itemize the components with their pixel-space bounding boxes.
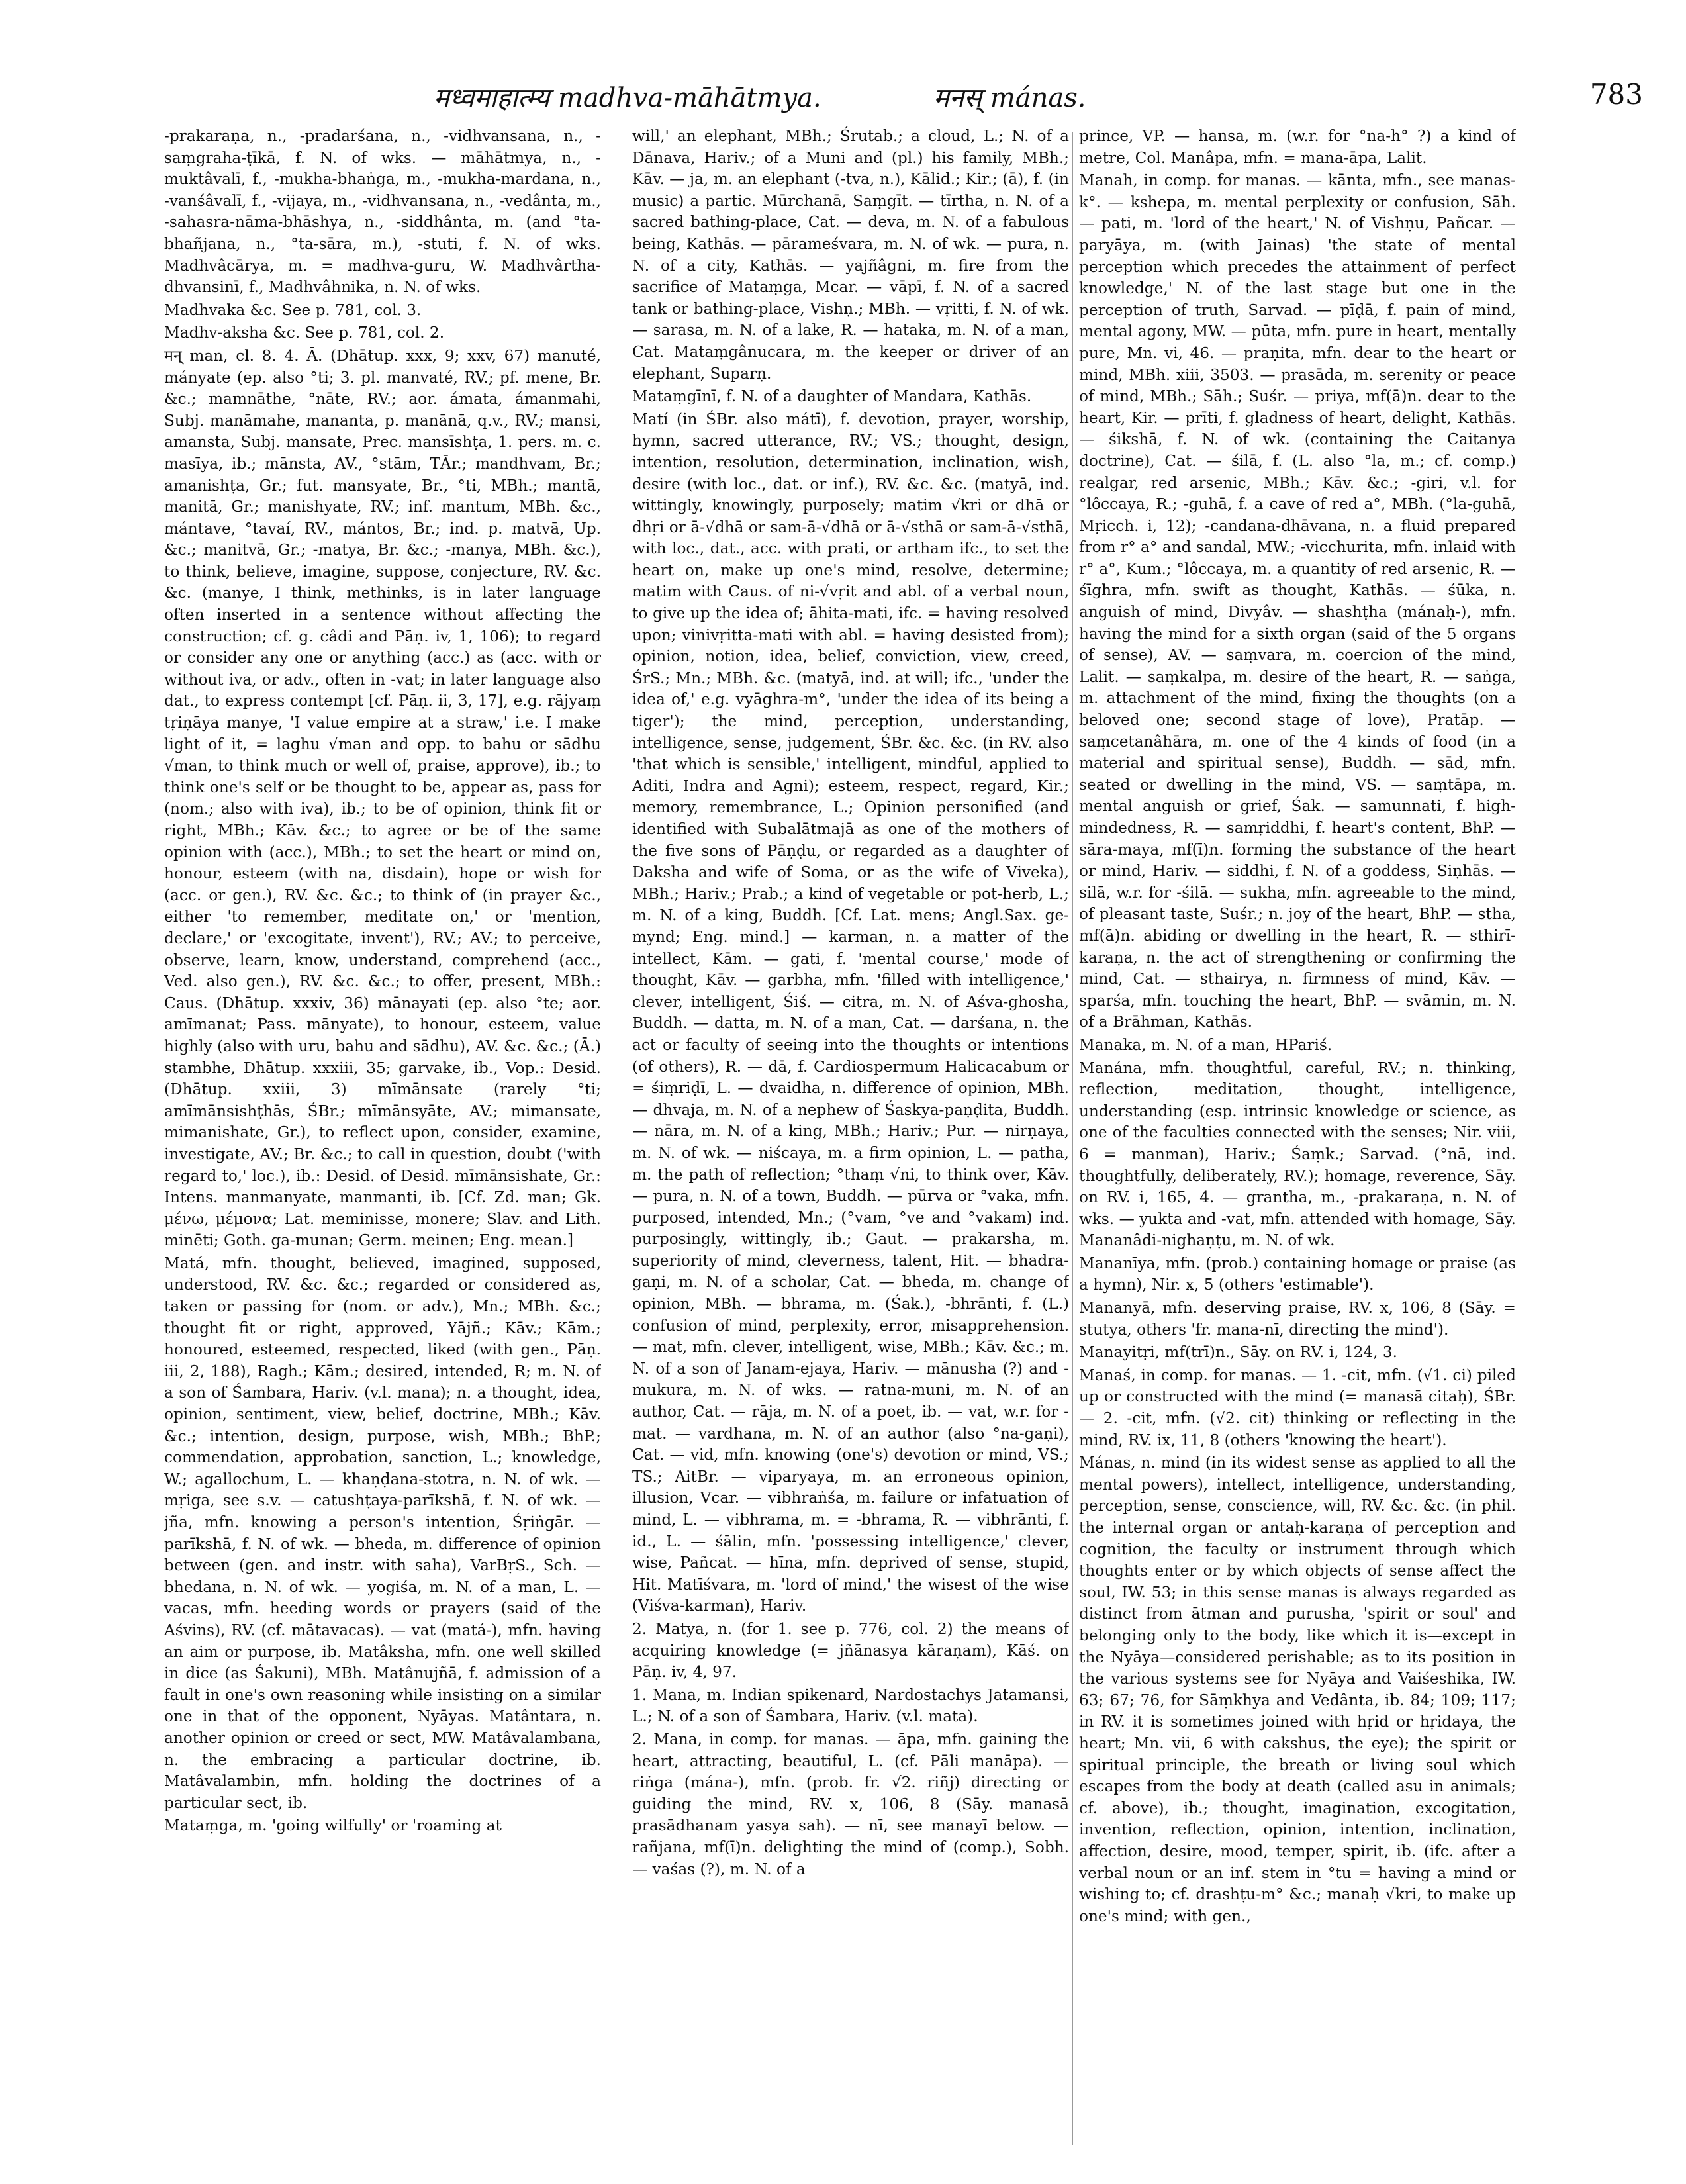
column-divider [1072, 132, 1073, 2145]
entry-paragraph: Matá, mfn. thought, believed, imagined, supposed, understood, RV. &c. &c.; regarded or considered as, taken or passing for (nom. or adv.), Mn.; MBh. &c.; thought fit or right, approved, Yājñ.; Kāv.; Kām.; honoured, esteemed, respected, liked (with gen., Pāṇ. iii, 2, 188), Ragh.; Kām.; desired, intended, R; m. N. of a son of Śambara, Hariv. (v.l. mana); n. a thought, idea, opinion, sentiment, view, belief, doctrine, MBh.; Kāv. &c.; intention, design, purpose, wish, MBh.; BhP.; commendation, approbation, sanction, L.; knowledge, W.; agallochum, L. — khaṇḍana-stotra, n. N. of wk. — mṛiga, see s.v. — catushṭaya-parīkshā, f. N. of wk. — jña, mfn. knowing a person's intention, Śṛiṅgār. — parīkshā, f. N. of wk. — bheda, m. difference of opinion between (gen. and instr. with saha), VarBṛS., Sch. — bhedana, n. N. of wk. — yogiśa, m. N. of a man, L. — vacas, mfn. heeding words or prayers (said of the Aśvins), RV. (cf. mātavacas). — vat (matá-), mfn. having an aim or purpose, ib. Matâksha, mfn. one well skilled in dice (as Śakuni), MBh. Matânujñā, f. admission of a fault in one's own reasoning while insisting on a similar one in that of the opponent, Nyāyas. Matântara, n. another opinion or creed or sect, MW. Matâvalambana, n. the embracing a particular doctrine, ib. Matâvalambin, mfn. holding the doctrines of a particular sect, ib. [164, 1254, 601, 1812]
entry-paragraph: Manána, mfn. thoughtful, careful, RV.; n. thinking, reflection, meditation, thought, intelligence, understanding (esp. intrinsic knowledge or science, as one of the faculties connected with the senses; Nir. viii, 6 = manman), Hariv.; Śaṃk.; Sarvad. (°nā, ind. thoughtfully, deliberately, RV.); homage, reverence, Sāy. on RV. i, 165, 4. — grantha, m., -prakaraṇa, n. N. of wks. — yukta and -vat, mfn. attended with homage, Sāy. Mananâdi-nighaṇṭu, m. N. of wk. [1079, 1059, 1516, 1250]
text-column-3 [1079, 126, 1516, 2152]
header-left-title: मध्वमाहात्म्य madhva-māhātmya. [434, 83, 821, 113]
entry-paragraph: Manayitṛi, mf(trī)n., Sāy. on RV. i, 124, 3. [1079, 1343, 1398, 1362]
entry-paragraph: will,' an elephant, MBh.; Śrutab.; a cloud, L.; N. of a Dānava, Hariv.; of a Muni and (pl.) his family, MBh.; Kāv. — ja, m. an elephant (-tva, n.), Kālid.; Kir.; (ā), f. (in music) a partic. Mūrchanā, Saṃgīt. — tīrtha, n. N. of a sacred bathing-place, Cat. — deva, m. N. of a fabulous being, Kathās. — pārameśvara, m. N. of wk. — pura, n. N. of a city, Kathās. — yajñâgni, m. fire from the sacrifice of Mataṃga, Mcar. — vāpī, f. N. of a sacred tank or bathing-place, Vishṇ.; MBh. — vṛitti, f. N. of wk. — sarasa, m. N. of a lake, R. — hataka, m. N. of a man, Cat. Mataṃgânucara, m. the keeper or driver of an elephant, Suparṇ. [632, 127, 1069, 383]
entry-paragraph: -prakaraṇa, n., -pradarśana, n., -vidhvansana, n., -saṃgraha-ṭīkā, f. N. of wks. — māhātmya, n., -muktâvalī, f., -mukha-bhaṅga, m., -mukha-mardana, n., -vanśâvalī, f., -vijaya, m., -vidhvansana, n., -vedânta, m., -sahasra-nāma-bhāshya, n., -siddhânta, m. (and °ta-bhañjana, n., °ta-sāra, m.), -stuti, f. N. of wks. Madhvâcārya, m. = madhva-guru, W. Madhvârtha-dhvansinī, f., Madhvâhnika, n. N. of wks. [164, 127, 601, 297]
entry-paragraph: Mánas, n. mind (in its widest sense as applied to all the mental powers), intellect, intelligence, understanding, perception, sense, conscience, will, RV. &c. &c. (in phil. the internal organ or antaḥ-karaṇa of perception and cognition, the faculty or instrument through which thoughts enter or by which objects of sense affect the soul, IW. 53; in this sense manas is always regarded as distinct from ātman and purusha, 'spirit or soul' and belonging only to the body, like which it is—except in the Nyāya—considered perishable; as to its position in the various systems see for Nyāya and Vaiśeshika, IW. 63; 67; 76, for Sāṃkhya and Vedânta, ib. 84; 109; 117; in RV. it is sometimes joined with hṛid or hṛidaya, the heart; Mn. vii, 6 with cakshus, the eye); the spirit or spiritual principle, the breath or living soul which escapes from the body at death (called asu in animals; cf. above), ib.; thought, imagination, excogitation, invention, reflection, opinion, intention, inclination, affection, desire, mood, temper, spirit, ib. (ifc. after a verbal noun or an inf. stem in °tu = having a mind or wishing to; cf. drashṭu-m° &c.; manaḥ √kri, to make up one's mind; with gen., [1079, 1454, 1516, 1925]
entry-paragraph: Manaka, m. N. of a man, HPariś. [1079, 1035, 1333, 1054]
entry-paragraph: Manah, in comp. for manas. — kānta, mfn., see manas-k°. — kshepa, m. mental perplexity or confusion, Sāh. — pati, m. 'lord of the heart,' N. of Vishṇu, Pañcar. — paryāya, m. (with Jainas) 'the state of mental perception which precedes the attainment of perfect knowledge,' N. of the last stage but one in the perception of truth, Sarvad. — pīḍā, f. pain of mind, mental agony, MW. — pūta, mfn. pure in heart, mentally pure, Mn. vi, 46. — praṇita, mfn. dear to the heart or mind, MBh. xiii, 3503. — prasāda, m. serenity or peace of mind, MBh.; Sāh.; Suśr. — priya, mf(ā)n. dear to the heart, Kir. — prīti, f. gladness of heart, delight, Kathās. — śikshā, f. N. of wk. (containing the Caitanya doctrine), Cat. — śilā, f. (L. also °la, m.; cf. comp.) realgar, red arsenic, MBh.; Kāv. &c.; -giri, v.l. for °lôccaya, R.; -guhā, f. a cave of red a°, MBh. (°la-guhā, Mṛicch. i, 12); -candana-dhāvana, n. a fluid prepared from r° a° and sandal, MW.; -vicchurita, mfn. inlaid with r° a°, Kum.; °lôccaya, m. a quantity of red arsenic, R. — śīghra, mfn. swift as thought, Kathās. — śūka, n. anguish of mind, Divyâv. — shashṭha (mánaḥ-), mfn. having the mind for a sixth organ (said of the 5 organs of sense), AV. — saṃvara, m. coercion of the mind, Lalit. — saṃkalpa, m. desire of the heart, R. — saṅga, m. attachment of the mind, fixing the thoughts (on a beloved one; second stage of love), Pratāp. — saṃcetanâhāra, m. one of the 4 kinds of food (in a material and spiritual sense), Buddh. — sād, mfn. seated or dwelling in the mind, VS. — saṃtāpa, m. mental anguish or grief, Śak. — samunnati, f. high-mindedness, R. — samṛiddhi, f. heart's content, BhP. — sāra-maya, mf(ī)n. forming the substance of the heart or mind, Hariv. — siddhi, f. N. of a goddess, Siṇhās. — silā, w.r. for -śilā. — sukha, mfn. agreeable to the mind, of pleasant taste, Suśr.; n. joy of the heart, BhP. — stha, mf(ā)n. abiding or dwelling in the heart, R. — sthirī-karaṇa, n. the act of strengthening or confirming the mind, Cat. — sthairya, n. firmness of mind, Kāv. — sparśa, mfn. touching the heart, BhP. — svāmin, m. N. of a Brāhman, Kathās. [1079, 171, 1516, 1031]
entry-paragraph: Madhv-aksha &c. See p. 781, col. 2. [164, 324, 445, 342]
entry-paragraph: 1. Mana, m. Indian spikenard, Nardostachys Jatamansi, L.; N. of a son of Śambara, Hariv. (v.l. mata). [632, 1685, 1069, 1726]
entry-paragraph: Mataṃga, m. 'going wilfully' or 'roaming at [164, 1817, 502, 1835]
entry-paragraph: 2. Matya, n. (for 1. see p. 776, col. 2) the means of acquiring knowledge (= jñānasya kāraṇam), Kāś. on Pāṇ. iv, 4, 97. [632, 1619, 1069, 1682]
entry-paragraph: 2. Mana, in comp. for manas. — āpa, mfn. gaining the heart, attracting, beautiful, L. (cf. Pāli manāpa). — riṅga (mána-), mfn. (prob. fr. √2. riñj) directing or guiding the mind, RV. x, 106, 8 (Sāy. manasā prasādhanam yasya sah). — nī, see manayī below. — rañjana, mf(ī)n. delighting the mind of (comp.), Sobh. — vaśas (?), m. N. of a [632, 1730, 1069, 1878]
text-column-2 [632, 126, 1069, 2152]
entry-paragraph: Matí (in ŚBr. also mátī), f. devotion, prayer, worship, hymn, sacred utterance, RV.; VS.; thought, design, intention, resolution, determination, inclination, wish, desire (with loc., dat. or inf.), RV. &c. &c. (matyā, ind. wittingly, knowingly, purposely; matim √kri or dhā or dhṛi or ā-√dhā or sam-ā-√dhā or ā-√sthā or sam-ā-√sthā, with loc., dat., acc. with prati, or artham ifc., to set the heart on, make up one's mind, resolve, determine; matim with Caus. of ni-√vṛit and abl. of a verbal noun, to give up the idea of; āhita-mati, ifc. = having resolved upon; vinivṛitta-mati with abl. = having desisted from); opinion, notion, idea, belief, conviction, view, creed, ŚrS.; Mn.; MBh. &c. (matyā, ind. at will; ifc., 'under the idea of,' e.g. vyāghra-m°, 'under the idea of its being a tiger'); the mind, perception, understanding, intelligence, sense, judgement, ŚBr. &c. &c. (in RV. also 'that which is sensible,' intelligent, mindful, applied to Aditi, Indra and Agni); esteem, respect, regard, Kir.; memory, remembrance, L.; Opinion personified (and identified with Subalātmajā as one of the mothers of the five sons of Pāṇḍu, or regarded as a daughter of Daksha and wife of Soma, or as the wife of Viveka), MBh.; Hariv.; Prab.; a kind of vegetable or pot-herb, L.; m. N. of a king, Buddh. [Cf. Lat. mens; Angl.Sax. ge-mynd; Eng. mind.] — karman, n. a matter of the intellect, Kām. — gati, f. 'mental course,' mode of thought, Kāv. — garbha, mfn. 'filled with intelligence,' clever, intelligent, Śiś. — citra, m. N. of Aśva-ghosha, Buddh. — datta, m. N. of a man, Cat. — darśana, n. the act or faculty of seeing into the thoughts or intentions (of others), R. — dā, f. Cardiospermum Halicacabum or = śiṃriḍī, L. — dvaidha, n. difference of opinion, MBh. — dhvaja, m. N. of a nephew of Śaskya-paṇḍita, Buddh. — nāra, m. N. of a king, MBh.; Hariv.; Pur. — nirṇaya, m. N. of wk. — niścaya, m. a firm opinion, L. — patha, m. the path of reflection; °thaṃ √ni, to think over, Kāv. — pura, n. N. of a town, Buddh. — pūrva or °vaka, mfn. purposed, intended, Mn.; (°vam, °ve and °vakam) ind. purposingly, wittingly, ib.; Gaut. — prakarsha, m. superiority of mind, cleverness, talent, Hit. — bhadra-gaṇi, m. N. of a scholar, Cat. — bheda, m. change of opinion, MBh. — bhrama, m. (Śak.), -bhrānti, f. (L.) confusion of mind, perplexity, error, misapprehension. — mat, mfn. clever, intelligent, wise, MBh.; Kāv. &c.; m. N. of a son of Janam-ejaya, Hariv. — mānusha (?) and -mukura, m. N. of wks. — ratna-muni, m. N. of an author, Cat. — rāja, m. N. of a poet, ib. — vat, w.r. for -mat. — vardhana, m. N. of an author (also °na-gaṇi), Cat. — vid, mfn. knowing (one's) devotion or mind, VS.; TS.; AitBr. — viparyaya, m. an erroneous opinion, illusion, Vcar. — vibhraṅśa, m. failure or infatuation of mind, L. — vibhrama, m. = -bhrama, R. — vibhrānti, f. id., L. — śālin, mfn. 'possessing intelligence,' clever, wise, Pañcat. — hīna, mfn. deprived of sense, stupid, Hit. Matīśvara, m. 'lord of mind,' the wisest of the wise (Viśva-karman), Hariv. [632, 410, 1069, 1615]
text-column-1 [164, 126, 601, 2152]
entry-paragraph: मन् man, cl. 8. 4. Ā. (Dhātup. xxx, 9; xxv, 67) manuté, mányate (ep. also °ti; 3. pl. manvaté, RV.; pf. mene, Br. &c.; mamnāthe, °nāte, RV.; aor. ámata, ámanmahi, Subj. manāmahe, mananta, p. manānā, q.v., RV.; mansi, amansta, Subj. mansate, Prec. mansīshṭa, 1. pers. m. c. masīya, ib.; mānsta, AV., °stām, TĀr.; mandhvam, Br.; amanishṭa, Gr.; fut. mansyate, Br., °ti, MBh.; mantā, manitā, Gr.; manishyate, RV.; inf. mantum, MBh. &c., mántave, °tavaí, RV., mántos, Br.; ind. p. matvā, Up. &c.; manitvā, Gr.; -matya, Br. &c.; -manya, MBh. &c.), to think, believe, imagine, suppose, conjecture, RV. &c. &c. (manye, I think, methinks, is in later language often inserted in a sentence without affecting the construction; cf. g. câdi and Pāṇ. iv, 1, 106); to regard or consider any one or anything (acc.) as (acc. with or without iva, or adv., often in -vat; in later language also dat., to express contempt [cf. Pāṇ. ii, 3, 17], e.g. rājyaṃ tṛiṇāya manye, 'I value empire at a straw,' i.e. I make light of it, = laghu √man and opp. to bahu or sādhu √man, to think much or well of, praise, approve), ib.; to think one's self or be thought to be, appear as, pass for (nom.; also with iva), ib.; to be of opinion, think fit or right, MBh.; Kāv. &c.; to agree or be of the same opinion with (acc.), MBh.; to set the heart or mind on, honour, esteem (with na, disdain), hope or wish for (acc. or gen.), RV. &c. &c.; to think of (in prayer &c., either 'to remember, meditate on,' or 'mention, declare,' or 'excogitate, invent'), RV.; AV.; to perceive, observe, learn, know, understand, comprehend (acc., Ved. also gen.), RV. &c. &c.; to offer, present, MBh.: Caus. (Dhātup. xxxiv, 36) mānayati (ep. also °te; aor. amīmanat; Pass. mānyate), to honour, esteem, value highly (also with uru, bahu and sādhu), AV. &c. &c.; (Ā.) stambhe, Dhātup. xxxiii, 35; garvake, ib., Vop.: Desid. (Dhātup. xxiii, 3) mīmānsate (rarely °ti; amīmānsishṭhās, ŚBr.; mīmānsyāte, AV.; mimansate, mimanishate, Gr.), to reflect upon, consider, examine, investigate, AV.; Br. &c.; to call in question, doubt ('with regard to,' loc.), ib.: Desid. of Desid. mīmānsishate, Gr.: Intens. manmanyate, manmanti, ib. [Cf. Zd. man; Gk. μένω, μέμονα; Lat. meminisse, monere; Slav. and Lith. minēti; Goth. ga-munan; Germ. meinen; Eng. mean.] [164, 346, 601, 1250]
entry-paragraph: Manaś, in comp. for manas. — 1. -cit, mfn. (√1. ci) piled up or constructed with the mind (= manasā citaḥ), ŚBr. — 2. -cit, mfn. (√2. cit) thinking or reflecting in the mind, RV. ix, 11, 8 (others 'knowing the heart'). [1079, 1366, 1516, 1449]
header-center-title: मनस् mánas. [933, 83, 1086, 113]
entry-paragraph: Mataṃgīnī, f. N. of a daughter of Mandara, Kathās. [632, 387, 1032, 406]
entry-paragraph: Mananyā, mfn. deserving praise, RV. x, 106, 8 (Sāy. = stutya, others 'fr. mana-nī, directing the mind'). [1079, 1299, 1516, 1339]
entry-paragraph: prince, VP. — hansa, m. (w.r. for °na-h° ?) a kind of metre, Col. Manâpa, mfn. = mana-āpa, Lalit. [1079, 127, 1516, 167]
entry-paragraph: Mananīya, mfn. (prob.) containing homage or praise (as a hymn), Nir. x, 5 (others 'estimable'). [1079, 1254, 1516, 1294]
entry-paragraph: Madhvaka &c. See p. 781, col. 3. [164, 301, 422, 319]
page-header [40, 78, 1646, 118]
page-number: 783 [1589, 78, 1643, 111]
